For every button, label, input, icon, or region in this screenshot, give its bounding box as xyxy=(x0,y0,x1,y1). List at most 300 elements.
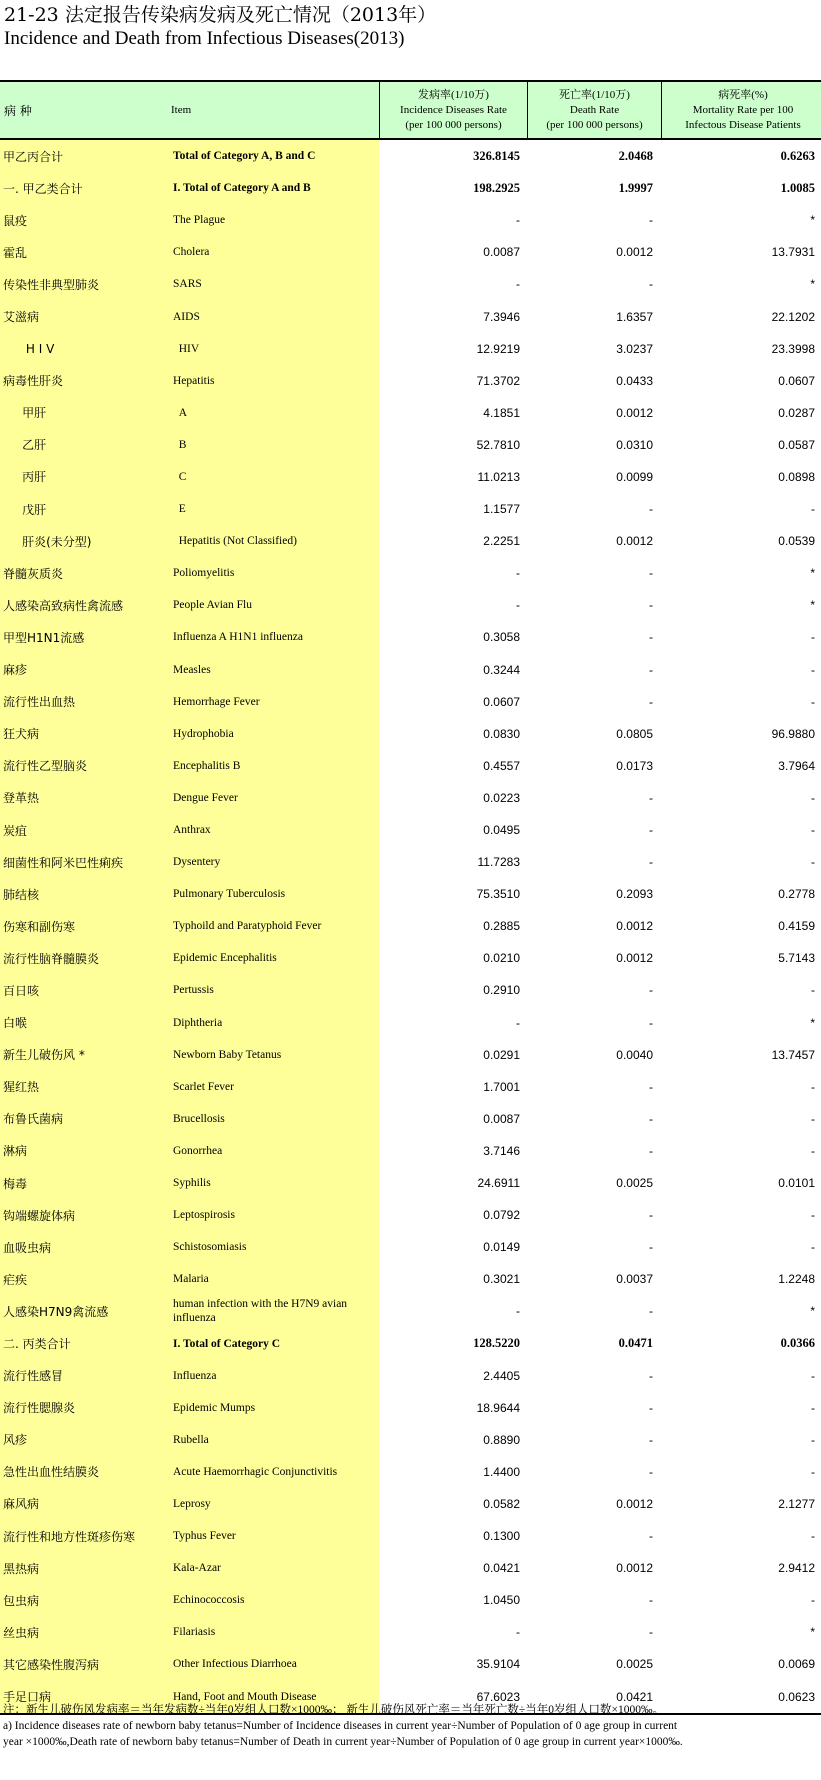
title-block xyxy=(4,2,436,50)
table-row xyxy=(0,461,821,493)
table-row xyxy=(0,1648,821,1680)
mortality-value: - xyxy=(811,1143,815,1158)
disease-name-cn: 其它感染性腹泻病 xyxy=(0,1648,165,1680)
death-value: 0.0012 xyxy=(616,245,653,260)
death-value: 1.9997 xyxy=(618,180,653,195)
mortality-value: 2.1277 xyxy=(778,1496,815,1511)
mortality-value: 0.0069 xyxy=(778,1657,815,1672)
note-english-1: a) Incidence diseases rate of newborn baby tetanus=Number of Incidence diseases in current year÷Number of Population of 0 age group in current xyxy=(3,1720,678,1732)
incidence-value: 198.2925 xyxy=(473,180,520,195)
disease-name-en: C xyxy=(165,461,379,493)
table-row xyxy=(0,365,821,397)
disease-name-cn: 流行性和地方性斑疹伤寒 xyxy=(0,1520,165,1552)
incidence-value: - xyxy=(516,213,520,228)
disease-name-cn: 流行性腮腺炎 xyxy=(0,1392,165,1424)
mortality-value: 0.0898 xyxy=(778,469,815,484)
incidence-value: 0.0607 xyxy=(483,694,520,709)
disease-name-en: A xyxy=(165,397,379,429)
disease-name-cn: 梅毒 xyxy=(0,1167,165,1199)
incidence-value: 0.3021 xyxy=(483,1272,520,1287)
table-row xyxy=(0,1520,821,1552)
mortality-value: - xyxy=(811,1464,815,1479)
disease-name-cn: 狂犬病 xyxy=(0,718,165,750)
mortality-value: - xyxy=(811,662,815,677)
disease-name-cn: 包虫病 xyxy=(0,1584,165,1616)
disease-name-cn: 登革热 xyxy=(0,782,165,814)
death-value: 0.0421 xyxy=(616,1689,653,1704)
disease-name-en: Newborn Baby Tetanus xyxy=(165,1039,379,1071)
disease-name-en: I. Total of Category A and B xyxy=(165,172,379,204)
death-value: - xyxy=(649,1111,653,1126)
table-row xyxy=(0,1135,821,1167)
mortality-value: 0.0607 xyxy=(778,373,815,388)
disease-name-en: Typhoild and Paratyphoid Fever xyxy=(165,910,379,942)
death-value: 0.0037 xyxy=(616,1272,653,1287)
disease-name-cn: 甲乙丙合计 xyxy=(0,140,165,172)
death-value: 0.0040 xyxy=(616,1047,653,1062)
mortality-value: 0.0623 xyxy=(778,1689,815,1704)
disease-name-cn: 黑热病 xyxy=(0,1552,165,1584)
table-row xyxy=(0,910,821,942)
disease-name-en: Acute Haemorrhagic Conjunctivitis xyxy=(165,1456,379,1488)
incidence-value: 0.0087 xyxy=(483,245,520,260)
table-row xyxy=(0,268,821,300)
death-value: 0.0433 xyxy=(616,373,653,388)
mortality-value: 13.7457 xyxy=(771,1047,815,1062)
disease-name-cn: 霍乱 xyxy=(0,236,165,268)
incidence-value: 4.1851 xyxy=(483,405,520,420)
disease-name-cn: 流行性乙型脑炎 xyxy=(0,750,165,782)
disease-name-en: Scarlet Fever xyxy=(165,1071,379,1103)
death-value: 1.6357 xyxy=(616,309,653,324)
table-row xyxy=(0,686,821,718)
disease-name-cn: 流行性脑脊髓膜炎 xyxy=(0,942,165,974)
death-value: - xyxy=(649,566,653,581)
table-row xyxy=(0,172,821,204)
incidence-value: - xyxy=(516,1625,520,1640)
disease-name-en: Dengue Fever xyxy=(165,782,379,814)
table-row xyxy=(0,1327,821,1359)
mortality-value: - xyxy=(811,1432,815,1447)
table-row xyxy=(0,1488,821,1520)
mortality-value: 23.3998 xyxy=(771,341,815,356)
table-row xyxy=(0,974,821,1006)
disease-name-cn: 手足口病 xyxy=(0,1681,165,1713)
disease-name-cn: 鼠疫 xyxy=(0,204,165,236)
mortality-value: * xyxy=(810,1625,815,1640)
disease-name-en: People Avian Flu xyxy=(165,589,379,621)
table-row xyxy=(0,236,821,268)
disease-name-en: Hydrophobia xyxy=(165,718,379,750)
disease-name-cn: 人感染H7N9禽流感 xyxy=(0,1295,165,1327)
table-row xyxy=(0,1456,821,1488)
mortality-value: - xyxy=(811,1240,815,1255)
disease-name-en: Pulmonary Tuberculosis xyxy=(165,878,379,910)
disease-name-cn: 钩端螺旋体病 xyxy=(0,1199,165,1231)
table-row xyxy=(0,204,821,236)
mortality-value: 96.9880 xyxy=(771,726,815,741)
disease-name-cn: 传染性非典型肺炎 xyxy=(0,268,165,300)
table-row xyxy=(0,1039,821,1071)
table-row xyxy=(0,1167,821,1199)
mortality-value: * xyxy=(810,566,815,581)
death-value: - xyxy=(649,1240,653,1255)
disease-name-cn: 病毒性肝炎 xyxy=(0,365,165,397)
disease-name-en: Leptospirosis xyxy=(165,1199,379,1231)
disease-name-en: Hepatitis (Not Classified) xyxy=(165,525,379,557)
table-title-english: Incidence and Death from Infectious Diseases(2013) xyxy=(4,28,405,49)
incidence-value: - xyxy=(516,1015,520,1030)
table-row xyxy=(0,1231,821,1263)
disease-name-en: Malaria xyxy=(165,1263,379,1295)
disease-name-en: Dysentery xyxy=(165,846,379,878)
table-row xyxy=(0,397,821,429)
table-row xyxy=(0,654,821,686)
mortality-value: - xyxy=(811,1529,815,1544)
incidence-value: 35.9104 xyxy=(476,1657,520,1672)
table-row xyxy=(0,1007,821,1039)
mortality-value: 13.7931 xyxy=(771,245,815,260)
death-value: - xyxy=(649,1015,653,1030)
incidence-value: 52.7810 xyxy=(476,437,520,452)
mortality-value: - xyxy=(811,630,815,645)
disease-name-en: B xyxy=(165,429,379,461)
incidence-value: 12.9219 xyxy=(476,341,520,356)
incidence-value: 3.7146 xyxy=(483,1143,520,1158)
table-row xyxy=(0,1360,821,1392)
table-row xyxy=(0,1295,821,1327)
disease-name-cn: 疟疾 xyxy=(0,1263,165,1295)
header-mortality-line1: 病死率(%) xyxy=(718,88,768,101)
death-value: 0.0012 xyxy=(616,919,653,934)
mortality-value: 0.0287 xyxy=(778,405,815,420)
table-body xyxy=(0,140,821,1713)
header-disease-cn: 病 种 xyxy=(0,82,165,138)
disease-name-en: Pertussis xyxy=(165,974,379,1006)
incidence-value: 1.0450 xyxy=(483,1593,520,1608)
disease-name-cn: 肝炎(未分型) xyxy=(0,525,165,557)
disease-name-cn: 新生儿破伤风 * xyxy=(0,1039,165,1071)
mortality-value: * xyxy=(810,277,815,292)
header-incidence xyxy=(379,82,527,138)
death-value: - xyxy=(649,1368,653,1383)
death-value: 0.0173 xyxy=(616,758,653,773)
table-row xyxy=(0,718,821,750)
table-row xyxy=(0,429,821,461)
incidence-value: 0.0792 xyxy=(483,1208,520,1223)
header-item-en: Item xyxy=(165,82,379,138)
mortality-value: * xyxy=(810,598,815,613)
death-value: - xyxy=(649,1432,653,1447)
incidence-value: 11.7283 xyxy=(477,855,520,870)
disease-name-en: Measles xyxy=(165,654,379,686)
disease-name-en: Total of Category A, B and C xyxy=(165,140,379,172)
notes xyxy=(0,1702,821,1750)
disease-name-en: Poliomyelitis xyxy=(165,557,379,589)
table-row xyxy=(0,1263,821,1295)
disease-name-en: Influenza A H1N1 influenza xyxy=(165,621,379,653)
disease-name-en: Anthrax xyxy=(165,814,379,846)
death-value: - xyxy=(649,694,653,709)
table-row xyxy=(0,782,821,814)
disease-name-cn: 脊髓灰质炎 xyxy=(0,557,165,589)
death-value: 0.0012 xyxy=(616,1496,653,1511)
death-value: 0.0025 xyxy=(616,1176,653,1191)
table-row xyxy=(0,846,821,878)
table-row xyxy=(0,1392,821,1424)
death-value: - xyxy=(649,1304,653,1319)
disease-name-en: Encephalitis B xyxy=(165,750,379,782)
mortality-value: * xyxy=(810,1015,815,1030)
disease-name-cn: 艾滋病 xyxy=(0,300,165,332)
disease-name-cn: H I V xyxy=(0,333,165,365)
incidence-value: 0.3058 xyxy=(483,630,520,645)
death-value: 0.0012 xyxy=(616,1561,653,1576)
mortality-value: 3.7964 xyxy=(778,758,815,773)
disease-name-cn: 流行性出血热 xyxy=(0,686,165,718)
table-row xyxy=(0,1103,821,1135)
header-mortality-line2: Mortality Rate per 100 xyxy=(692,103,794,116)
disease-name-en: Syphilis xyxy=(165,1167,379,1199)
disease-name-en: Cholera xyxy=(165,236,379,268)
disease-name-cn: 猩红热 xyxy=(0,1071,165,1103)
mortality-value: 2.9412 xyxy=(778,1561,815,1576)
table-row xyxy=(0,621,821,653)
death-value: 0.0099 xyxy=(616,469,653,484)
disease-name-en: I. Total of Category C xyxy=(165,1327,379,1359)
header-death-line1: 死亡率(1/10万) xyxy=(559,88,630,101)
table-row xyxy=(0,1199,821,1231)
table-row xyxy=(0,1552,821,1584)
disease-name-cn: 伤寒和副伤寒 xyxy=(0,910,165,942)
disease-name-en: Echinococcosis xyxy=(165,1584,379,1616)
death-value: 2.0468 xyxy=(618,148,653,163)
table-row xyxy=(0,942,821,974)
disease-name-cn: 血吸虫病 xyxy=(0,1231,165,1263)
death-value: - xyxy=(649,1400,653,1415)
death-value: - xyxy=(649,1464,653,1479)
table-row xyxy=(0,300,821,332)
table-header xyxy=(0,82,821,138)
incidence-value: - xyxy=(516,598,520,613)
disease-name-cn: 丝虫病 xyxy=(0,1616,165,1648)
mortality-value: 0.0587 xyxy=(778,437,815,452)
disease-name-en: AIDS xyxy=(165,300,379,332)
disease-name-cn: 急性出血性结膜炎 xyxy=(0,1456,165,1488)
disease-name-cn: 丙肝 xyxy=(0,461,165,493)
disease-name-cn: 白喉 xyxy=(0,1007,165,1039)
mortality-value: 0.2778 xyxy=(778,887,815,902)
death-value: - xyxy=(649,790,653,805)
header-incidence-line2: Incidence Diseases Rate xyxy=(400,103,507,116)
death-value: - xyxy=(649,213,653,228)
disease-name-en: Epidemic Encephalitis xyxy=(165,942,379,974)
mortality-value: - xyxy=(811,1111,815,1126)
mortality-value: 1.2248 xyxy=(778,1272,815,1287)
mortality-value: - xyxy=(811,790,815,805)
disease-name-cn: 风疹 xyxy=(0,1424,165,1456)
mortality-value: 0.0366 xyxy=(780,1336,815,1351)
mortality-value: 1.0085 xyxy=(780,180,815,195)
mortality-value: - xyxy=(811,694,815,709)
mortality-value: 22.1202 xyxy=(771,309,815,324)
note-chinese: 注：新生儿破伤风发病率＝当年发病数÷当年0岁组人口数×1000‰； 新生儿破伤风死亡率＝当年死亡数÷当年0岁组人口数×1000‰。 xyxy=(3,1704,664,1716)
disease-name-cn: 百日咳 xyxy=(0,974,165,1006)
death-value: 0.0012 xyxy=(616,534,653,549)
mortality-value: - xyxy=(811,1593,815,1608)
disease-name-en: Schistosomiasis xyxy=(165,1231,379,1263)
incidence-value: 1.7001 xyxy=(483,1079,520,1094)
death-value: 0.0471 xyxy=(618,1336,653,1351)
incidence-value: 128.5220 xyxy=(473,1336,520,1351)
incidence-value: 0.3244 xyxy=(483,662,520,677)
incidence-value: 67.6023 xyxy=(476,1689,520,1704)
incidence-value: 0.0495 xyxy=(483,823,520,838)
death-value: 0.2093 xyxy=(616,887,653,902)
table-title-chinese: 21-23 法定报告传染病发病及死亡情况（2013年） xyxy=(4,4,437,26)
mortality-value: 0.0101 xyxy=(778,1176,815,1191)
table-row xyxy=(0,557,821,589)
header-mortality-line3: Infectous Disease Patients xyxy=(685,118,801,131)
incidence-value: 0.0149 xyxy=(483,1240,520,1255)
table-row xyxy=(0,140,821,172)
death-value: 0.0310 xyxy=(616,437,653,452)
incidence-value: - xyxy=(516,277,520,292)
mortality-value: - xyxy=(811,983,815,998)
header-death-line3: (per 100 000 persons) xyxy=(546,118,643,131)
mortality-value: 0.4159 xyxy=(778,919,815,934)
table-row xyxy=(0,333,821,365)
mortality-value: 0.0539 xyxy=(778,534,815,549)
disease-name-en: E xyxy=(165,493,379,525)
death-value: - xyxy=(649,662,653,677)
incidence-value: 0.0210 xyxy=(483,951,520,966)
death-value: - xyxy=(649,1593,653,1608)
incidence-value: 7.3946 xyxy=(483,309,520,324)
mortality-value: - xyxy=(811,855,815,870)
incidence-value: - xyxy=(516,566,520,581)
incidence-value: 1.4400 xyxy=(483,1464,520,1479)
header-death-line2: Death Rate xyxy=(569,103,620,116)
header-mortality xyxy=(661,82,821,138)
incidence-value: - xyxy=(516,1304,520,1319)
death-value: - xyxy=(649,1529,653,1544)
table-row xyxy=(0,1616,821,1648)
disease-name-en: Kala-Azar xyxy=(165,1552,379,1584)
incidence-value: 0.0582 xyxy=(483,1496,520,1511)
incidence-value: 0.0223 xyxy=(483,790,520,805)
death-value: - xyxy=(649,1143,653,1158)
disease-name-en: Leprosy xyxy=(165,1488,379,1520)
mortality-value: - xyxy=(811,1208,815,1223)
incidence-value: 0.0830 xyxy=(483,726,520,741)
death-value: - xyxy=(649,502,653,517)
death-value: - xyxy=(649,855,653,870)
incidence-value: 0.4557 xyxy=(483,758,520,773)
mortality-value: - xyxy=(811,1400,815,1415)
disease-name-en: Typhus Fever xyxy=(165,1520,379,1552)
disease-name-cn: 人感染高致病性禽流感 xyxy=(0,589,165,621)
header-incidence-line1: 发病率(1/10万) xyxy=(418,88,489,101)
disease-name-en: Filariasis xyxy=(165,1616,379,1648)
incidence-value: 0.2910 xyxy=(483,983,520,998)
death-value: - xyxy=(649,1625,653,1640)
disease-name-en: Hand, Foot and Mouth Disease xyxy=(165,1681,379,1713)
disease-name-cn: 乙肝 xyxy=(0,429,165,461)
table-row xyxy=(0,525,821,557)
disease-name-cn: 细菌性和阿米巴性痢疾 xyxy=(0,846,165,878)
disease-name-en: Hemorrhage Fever xyxy=(165,686,379,718)
incidence-value: 0.0421 xyxy=(483,1561,520,1576)
mortality-value: - xyxy=(811,502,815,517)
disease-name-cn: 甲型H1N1流感 xyxy=(0,621,165,653)
disease-name-cn: 一. 甲乙类合计 xyxy=(0,172,165,204)
death-value: - xyxy=(649,1208,653,1223)
mortality-value: 0.6263 xyxy=(780,148,815,163)
disease-name-en: Gonorrhea xyxy=(165,1135,379,1167)
table-row xyxy=(0,1071,821,1103)
table-row xyxy=(0,493,821,525)
disease-name-en: SARS xyxy=(165,268,379,300)
incidence-value: 2.4405 xyxy=(483,1368,520,1383)
table-row xyxy=(0,589,821,621)
table-row xyxy=(0,1584,821,1616)
incidence-value: 0.0087 xyxy=(483,1111,520,1126)
disease-name-cn: 甲肝 xyxy=(0,397,165,429)
disease-name-cn: 肺结核 xyxy=(0,878,165,910)
incidence-value: 326.8145 xyxy=(473,148,520,163)
death-value: 0.0012 xyxy=(616,405,653,420)
data-table xyxy=(0,80,821,1715)
disease-name-cn: 流行性感冒 xyxy=(0,1360,165,1392)
incidence-value: 71.3702 xyxy=(476,373,520,388)
disease-name-cn: 麻疹 xyxy=(0,654,165,686)
disease-name-cn: 炭疽 xyxy=(0,814,165,846)
disease-name-en: Epidemic Mumps xyxy=(165,1392,379,1424)
disease-name-cn: 戊肝 xyxy=(0,493,165,525)
death-value: 0.0012 xyxy=(616,951,653,966)
incidence-value: 24.6911 xyxy=(477,1176,520,1191)
incidence-value: 0.1300 xyxy=(483,1529,520,1544)
table-row xyxy=(0,814,821,846)
mortality-value: - xyxy=(811,823,815,838)
death-value: - xyxy=(649,630,653,645)
mortality-value: * xyxy=(810,213,815,228)
disease-name-cn: 布鲁氏菌病 xyxy=(0,1103,165,1135)
incidence-value: 18.9644 xyxy=(476,1400,520,1415)
header-death xyxy=(527,82,661,138)
death-value: - xyxy=(649,823,653,838)
death-value: - xyxy=(649,277,653,292)
disease-name-en: The Plague xyxy=(165,204,379,236)
header-incidence-line3: (per 100 000 persons) xyxy=(405,118,502,131)
death-value: - xyxy=(649,598,653,613)
death-value: - xyxy=(649,983,653,998)
disease-name-cn: 淋病 xyxy=(0,1135,165,1167)
disease-name-en: human infection with the H7N9 avian influenza xyxy=(165,1295,379,1327)
disease-name-en: Influenza xyxy=(165,1360,379,1392)
mortality-value: - xyxy=(811,1079,815,1094)
incidence-value: 1.1577 xyxy=(483,502,520,517)
disease-name-en: Brucellosis xyxy=(165,1103,379,1135)
incidence-value: 2.2251 xyxy=(483,534,520,549)
disease-name-en: Hepatitis xyxy=(165,365,379,397)
incidence-value: 0.2885 xyxy=(483,919,520,934)
disease-name-cn: 二. 丙类合计 xyxy=(0,1327,165,1359)
mortality-value: - xyxy=(811,1368,815,1383)
table-row xyxy=(0,1424,821,1456)
death-value: - xyxy=(649,1079,653,1094)
